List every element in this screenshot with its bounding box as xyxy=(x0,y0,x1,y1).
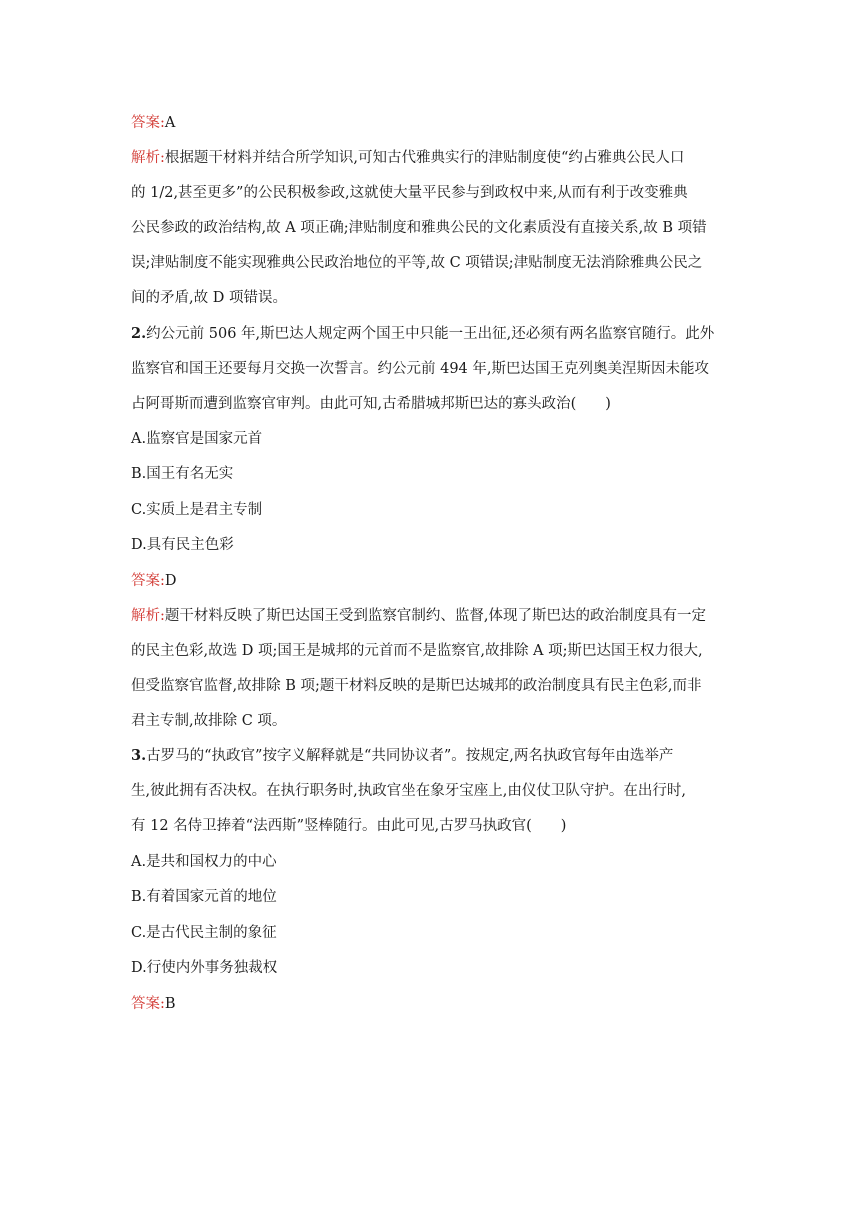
q3-answer xyxy=(131,994,176,1014)
q2-answer xyxy=(131,571,177,591)
q2-analysis-line: 解析:题干材料反映了斯巴达国王受到监察官制约、监督,体现了斯巴达的政治制度具有一定 xyxy=(131,608,706,624)
q2-option-a: A.监察官是国家元首 xyxy=(131,431,263,447)
q2-analysis-line: 但受监察官监督,故排除 B 项;题干材料反映的是斯巴达城邦的政治制度具有民主色彩,而非 xyxy=(131,678,702,694)
q3-option-c: C.是古代民主制的象征 xyxy=(131,925,277,941)
q3-stem-line: 生,彼此拥有否决权。在执行职务时,执政官坐在象牙宝座上,由仪仗卫队守护。在出行时, xyxy=(131,783,686,799)
q2-option-d: D.具有民主色彩 xyxy=(131,537,234,553)
answer-value: B xyxy=(164,996,176,1012)
answer-value: A xyxy=(164,115,176,131)
q1-analysis-line: 的 1/2,甚至更多”的公民积极参政,这就使大量平民参与到政权中来,从而有利于改变雅典 xyxy=(131,185,688,201)
q2-analysis-line: 的民主色彩,故选 D 项;国王是城邦的元首而不是监察官,故排除 A 项;斯巴达国王权力很大, xyxy=(131,643,703,659)
analysis-label: 解析: xyxy=(131,150,165,166)
q2-stem-line: 占阿哥斯而遭到监察官审判。由此可知,古希腊城邦斯巴达的寡头政治( ) xyxy=(131,396,611,412)
question-number: 2. xyxy=(131,325,147,342)
q2-option-c: C.实质上是君主专制 xyxy=(131,502,263,518)
q2-stem-line: 监察官和国王还要每月交换一次誓言。约公元前 494 年,斯巴达国王克列奥美涅斯因未能攻 xyxy=(131,361,709,377)
q3-option-d: D.行使内外事务独裁权 xyxy=(131,960,278,976)
answer-label: 答案: xyxy=(131,573,165,589)
q2-analysis-line: 君主专制,故排除 C 项。 xyxy=(131,713,287,729)
question-number: 3. xyxy=(131,747,147,764)
q2-option-b: B.国王有名无实 xyxy=(131,466,234,482)
q1-analysis-line: 间的矛盾,故 D 项错误。 xyxy=(131,290,287,306)
analysis-label: 解析: xyxy=(131,608,165,624)
q3-option-b: B.有着国家元首的地位 xyxy=(131,889,277,905)
q1-analysis-line: 误;津贴制度不能实现雅典公民政治地位的平等,故 C 项错误;津贴制度无法消除雅典公民之 xyxy=(131,255,703,271)
q2-stem-line: 2.约公元前 506 年,斯巴达人规定两个国王中只能一王出征,还必须有两名监察官随行。此外 xyxy=(131,325,715,342)
q3-stem-line: 3.古罗马的“执政官”按字义解释就是“共同协议者”。按规定,两名执政官每年由选举产 xyxy=(131,747,674,764)
q3-option-a: A.是共和国权力的中心 xyxy=(131,854,277,870)
answer-value: D xyxy=(164,573,177,589)
q1-analysis-line: 公民参政的政治结构,故 A 项正确;津贴制度和雅典公民的文化素质没有直接关系,故 B 项错 xyxy=(131,220,707,236)
answer-label: 答案: xyxy=(131,996,165,1012)
q1-answer xyxy=(131,113,175,133)
q1-analysis-line: 解析:根据题干材料并结合所学知识,可知古代雅典实行的津贴制度使“约占雅典公民人口 xyxy=(131,150,685,166)
answer-label: 答案: xyxy=(131,115,165,131)
q3-stem-line: 有 12 名侍卫捧着“法西斯”竖棒随行。由此可见,古罗马执政官( ) xyxy=(131,818,567,834)
